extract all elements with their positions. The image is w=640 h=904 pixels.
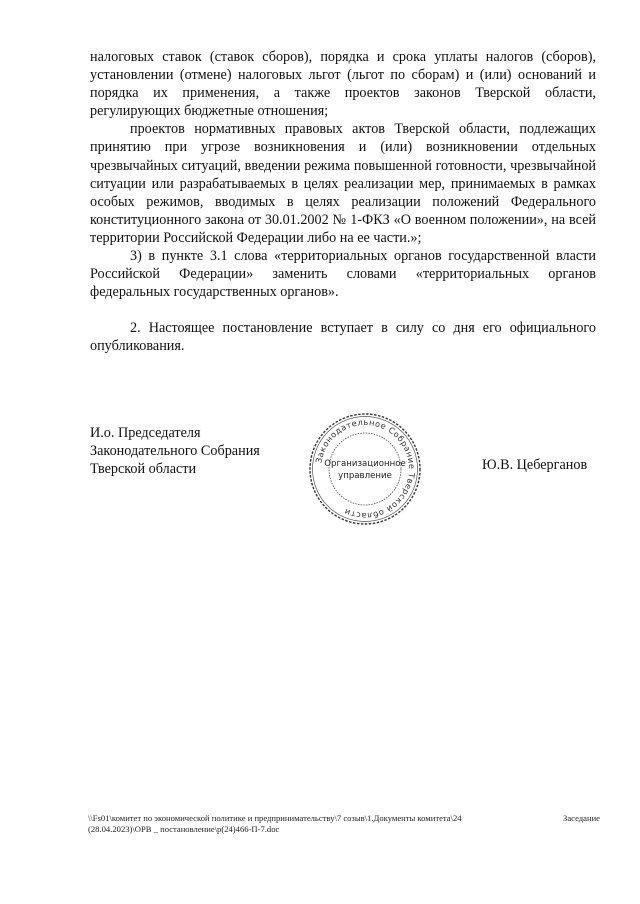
signer-position-line: Тверской области <box>90 461 197 478</box>
paragraph-item-3: 3) в пункте 3.1 слова «территориальных органов государственной власти Российской Федерации» заменить словами «территориальных органов федеральных государственных органов». <box>90 248 596 301</box>
signer-position <box>90 424 260 479</box>
seal-center-line: Организационное <box>324 459 406 469</box>
document-body <box>90 48 596 356</box>
paragraph-effective-date: 2. Настоящее постановление вступает в силу со дня его официального опубликования. <box>90 320 596 355</box>
footer-line: (28.04.2023)\ОРВ _ постановление\р(24)466-П-7.doc <box>88 824 280 834</box>
seal-ring-text: Законодательное Собрание Тверской области <box>313 416 418 522</box>
svg-text:Законодательное Собрание Тверс <box>313 417 417 521</box>
seal-center-line: управление <box>338 471 392 481</box>
paragraph-tax-rates: налоговых ставок (ставок сборов), порядка и срока уплаты налогов (сборов), установлении (отмене) налоговых льгот (льгот по сборам) и (или) оснований и порядка их применения, а также проектов законов Тверской области, регулирующих бюджетные отношения; <box>90 49 596 120</box>
signer-name: Ю.В. Цеберганов <box>482 457 588 473</box>
footer-line <box>88 813 600 824</box>
paragraph-emergency-acts: проектов нормативных правовых актов Тверской области, подлежащих принятию при угрозе возникновения и (или) возникновении отдельных чрезвычайных ситуаций, введении режима повышенной готовности, чрезвычайной ситуации или разрабатываемых в целях реализации мер, принимаемых в рамках особых режимов, вводимых в целях реализации положений Федерального конституционного закона от 30.01.2002 № 1-ФКЗ «О военном положении», на всей территории Российской Федерации либо на ее части.»; <box>90 121 596 246</box>
signer-position-line: Законодательного Собрания <box>90 443 260 460</box>
signer-position-line: И.о. Председателя <box>90 425 201 441</box>
file-path-footer <box>88 813 600 835</box>
footer-path-part: Заседание <box>563 813 600 823</box>
official-seal-stamp <box>305 409 425 529</box>
footer-path-part: \\Fs01\комитет по экономической политике и предпринимательству\7 созыв\1.Документы комитета\24 <box>88 813 462 823</box>
